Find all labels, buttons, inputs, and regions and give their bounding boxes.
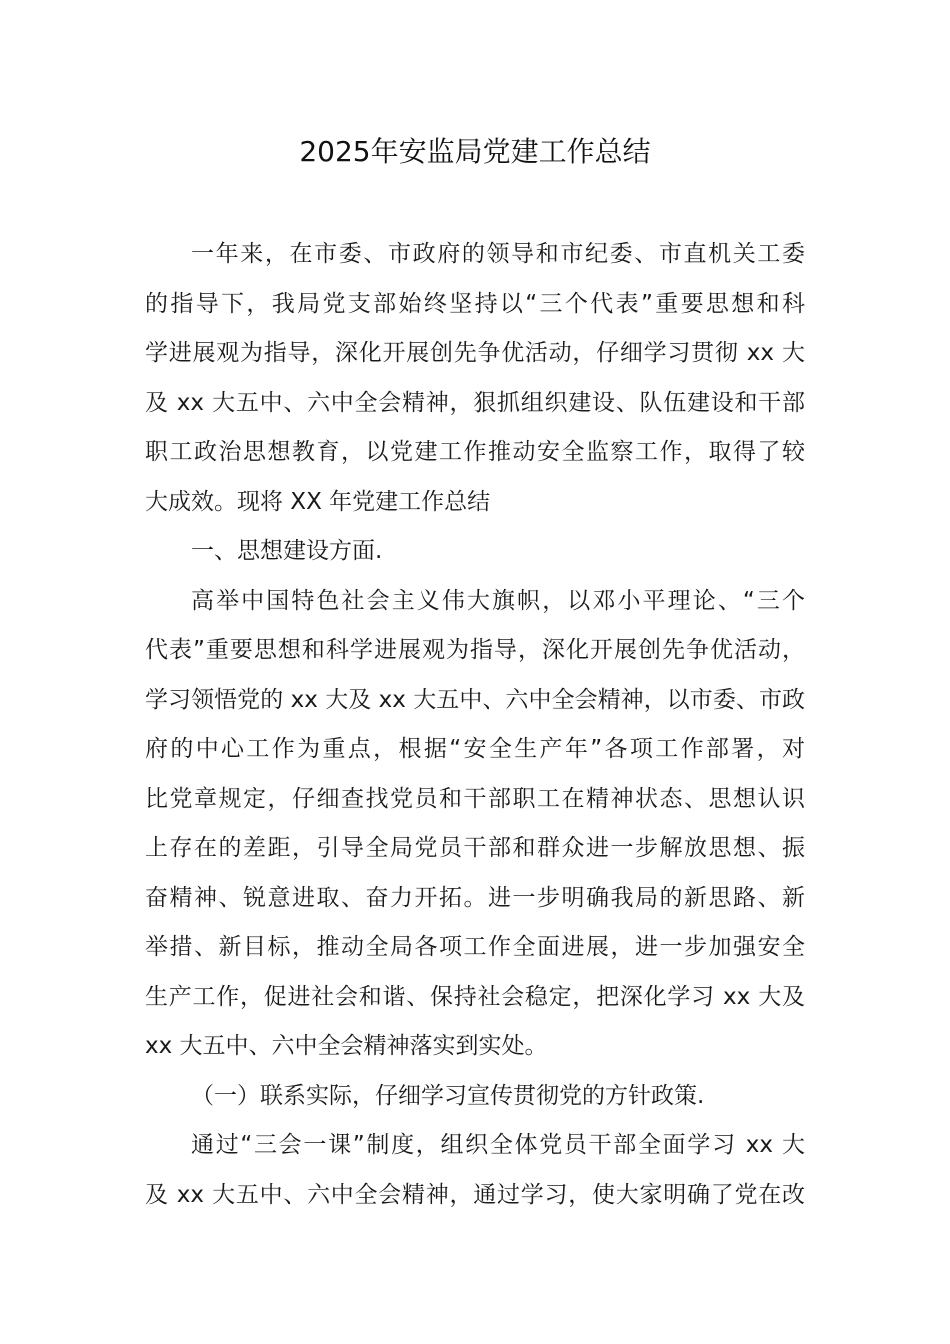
paragraph-line: 代表”重要思想和科学进展观为指导，深化开展创先争优活动，	[145, 637, 805, 663]
paragraph-line: xx 大五中、六中全会精神落实到实处。	[145, 1033, 548, 1059]
section-heading: 一、思想建设方面.	[191, 538, 383, 564]
document-title: 2025年安监局党建工作总结	[299, 135, 651, 168]
paragraph-line: 奋精神、锐意进取、奋力开拓。进一步明确我局的新思路、新	[145, 884, 805, 911]
paragraph-line: 职工政治思想教育，以党建工作推动安全监察工作，取得了较	[145, 439, 805, 465]
document-body	[145, 230, 805, 1220]
paragraph-line: 的指导下，我局党支部始终坚持以“三个代表”重要思想和科	[145, 290, 805, 317]
subsection-heading: （一）联系实际，仔细学习宣传贯彻党的方针政策.	[191, 1082, 705, 1109]
paragraph-line: 大成效。现将 XX 年党建工作总结	[145, 488, 491, 515]
paragraph-line: 生产工作，促进社会和谐、保持社会稳定，把深化学习 xx 大及	[145, 983, 805, 1010]
paragraph-line: 高举中国特色社会主义伟大旗帜，以邓小平理论、“三个	[191, 587, 805, 614]
paragraph-line: 及 xx 大五中、六中全会精神，通过学习，使大家明确了党在改	[145, 1181, 805, 1208]
paragraph-line: 举措、新目标，推动全局各项工作全面进展，进一步加强安全	[145, 934, 805, 960]
paragraph-line: 一年来，在市委、市政府的领导和市纪委、市直机关工委	[191, 241, 805, 267]
paragraph-line: 学进展观为指导，深化开展创先争优活动，仔细学习贯彻 xx 大	[145, 340, 805, 366]
paragraph-line: 通过“三会一课”制度，组织全体党员干部全面学习 xx 大	[191, 1132, 805, 1158]
paragraph-line: 比党章规定，仔细查找党员和干部职工在精神状态、思想认识	[145, 785, 805, 812]
paragraph-line: 学习领悟党的 xx 大及 xx 大五中、六中全会精神，以市委、市政	[145, 686, 805, 713]
paragraph-line: 上存在的差距，引导全局党员干部和群众进一步解放思想、振	[145, 835, 805, 861]
paragraph-line: 府的中心工作为重点，根据“安全生产年”各项工作部署，对	[145, 736, 805, 762]
paragraph-line: 及 xx 大五中、六中全会精神，狠抓组织建设、队伍建设和干部	[145, 389, 805, 416]
